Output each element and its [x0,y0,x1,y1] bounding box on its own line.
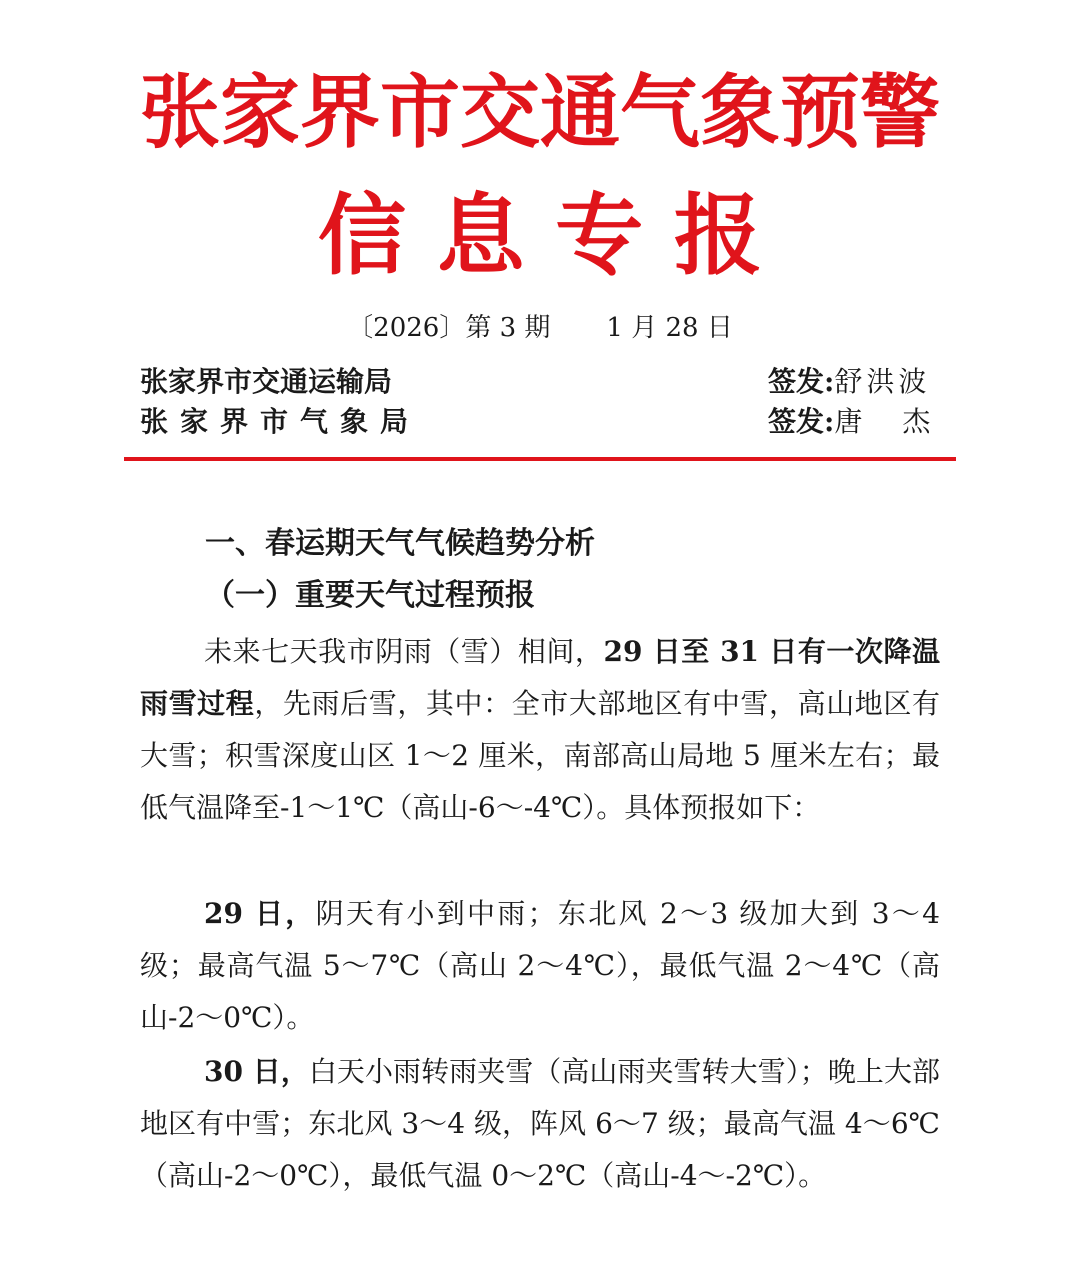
signer-transport [768,362,930,402]
issue-number-and-date [0,308,1080,348]
signer-name: 唐杰 [834,405,971,438]
summary-pre: 未来七天我市阴雨（雪）相间， [204,635,604,668]
summary-post: ，先雨后雪，其中：全市大部地区有中雪，高山地区有大雪；积雪深度山区 1～2 厘米，南部高山局地 5 厘米左右；最低气温降至-1～1℃（高山-6～-4℃）。具体预报如下： [140,687,940,824]
day-label: 30 日， [204,1055,309,1088]
document-title-line2: 信 息 专 报 [318,183,762,287]
section-heading: 一、春运期天气气候趋势分析 [205,526,595,561]
forecast-day-30 [140,1046,940,1202]
sign-label: 签发: [768,405,835,438]
sign-label: 签发: [768,365,835,398]
section-subheading: （一）重要天气过程预报 [205,578,535,613]
signer-name: 舒洪波 [834,365,931,398]
forecast-summary-paragraph [140,626,940,834]
signer-meteorology [768,402,970,442]
document-title-line1: 张家界市交通气象预警 [140,65,940,159]
issuer-org-transport: 张家界市交通运输局 [140,365,393,398]
day-forecast-text: 阴天有小到中雨；东北风 2～3 级加大到 3～4 级；最高气温 5～7℃（高山 2～4℃），最低气温 2～4℃（高山-2～0℃）。 [140,897,940,1034]
summary-highlight: 29 日至 31 日有一次降温雨雪过程 [140,635,940,720]
forecast-day-29 [140,888,940,1044]
day-forecast-text: 白天小雨转雨夹雪（高山雨夹雪转大雪）；晚上大部地区有中雪；东北风 3～4 级，阵风 6～7 级；最高气温 4～6℃（高山-2～0℃），最低气温 0～2℃（高山-4～-2℃）。 [140,1055,940,1192]
red-divider-rule [124,457,956,461]
issue-number: 〔2026〕第 3 期 [347,313,551,343]
issue-date: 1 月 28 日 [606,313,733,343]
day-label: 29 日， [204,897,316,930]
issuer-org-meteorology: 张家界市气象局 [140,405,421,438]
